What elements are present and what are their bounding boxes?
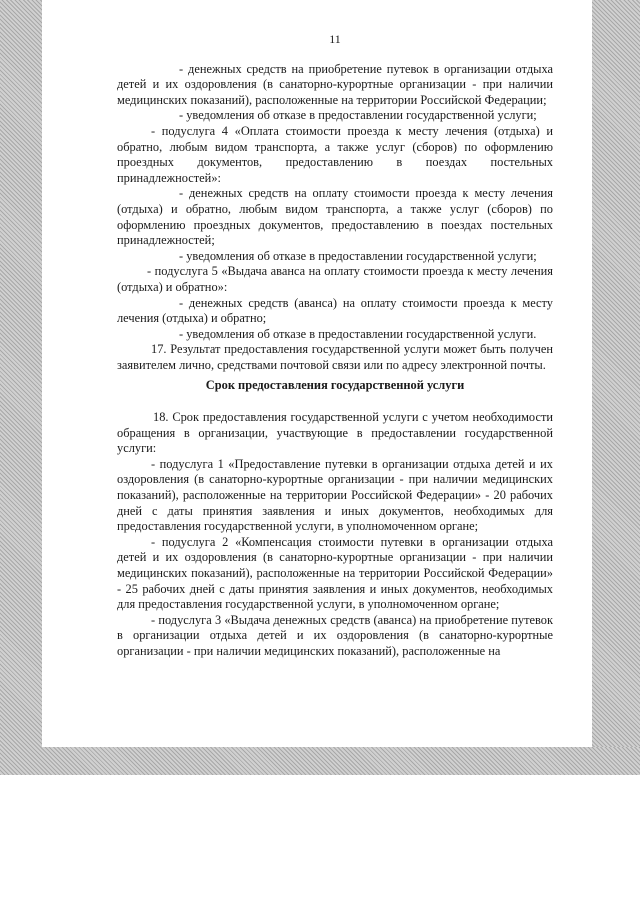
paragraph: 18. Срок предоставления государственной услуги с учетом необходимости обращения в организации, участвующие в предоставлении государственной услуги: <box>117 410 553 456</box>
paragraph: - уведомления об отказе в предоставлении государственной услуги; <box>179 108 537 123</box>
paragraph: - подуслуга 5 «Выдача аванса на оплату стоимости проезда к месту лечения (отдыха) и обратно»: <box>117 264 553 294</box>
page-margin-bottom <box>0 775 640 905</box>
paragraph: 17. Результат предоставления государственной услуги может быть получен заявителем лично, средствами почтовой связи или по адресу электронной почты. <box>117 342 553 372</box>
scan-border-right <box>592 0 640 775</box>
paragraph: - подуслуга 2 «Компенсация стоимости путевки в организации отдыха детей и их оздоровления (в санаторно-курортные организации - при наличии медицинских показаний), расположенные на территории Российской Федерации» - 25 рабочих дней с даты принятия заявления и иных документов, необходимых для предоставления государственной услуги, в уполномоченном органе; <box>117 534 553 612</box>
page-number: 11 <box>329 32 341 46</box>
paragraph: - уведомления об отказе в предоставлении государственной услуги; <box>179 248 537 263</box>
paragraph: - денежных средств на приобретение путевок в организации отдыха детей и их оздоровления (в санаторно-курортные организации - при наличии медицинских показаний), расположенные на территории Российской Федерации; <box>117 61 553 107</box>
scan-border-bottom <box>0 747 640 775</box>
paragraph: - подуслуга 3 «Выдача денежных средств (аванса) на приобретение путевок в организации отдыха детей и их оздоровления (в санаторно-курортные организации - при наличии медицинских показаний), расположенные на <box>117 612 553 658</box>
paragraph: - подуслуга 1 «Предоставление путевки в организации отдыха детей и их оздоровления (в санаторно-курортные организации - при наличии медицинских показаний), расположенные на территории Российской Федерации» - 20 рабочих дней с даты принятия заявления и иных документов, необходимых для предоставления государственной услуги, в уполномоченном органе; <box>117 456 553 534</box>
document-text <box>117 32 553 660</box>
paragraph: - подуслуга 4 «Оплата стоимости проезда к месту лечения (отдыха) и обратно, любым видом транспорта, а также услуг (сборов) по оформлению проездных документов, предоставлению в поездах постельных принадлежностей»: <box>117 123 553 185</box>
paragraph: - денежных средств (аванса) на оплату стоимости проезда к месту лечения (отдыха) и обратно; <box>117 295 553 326</box>
scan-border-left <box>0 0 42 775</box>
paragraph: - уведомления об отказе в предоставлении государственной услуги. <box>179 326 537 341</box>
paragraph: - денежных средств на оплату стоимости проезда к месту лечения (отдыха) и обратно, любым видом транспорта, а также услуг (сборов) по оформлению проездных документов, предоставлению в поездах постельных принадлежностей; <box>117 186 553 248</box>
section-heading: Срок предоставления государственной услуги <box>205 378 465 393</box>
